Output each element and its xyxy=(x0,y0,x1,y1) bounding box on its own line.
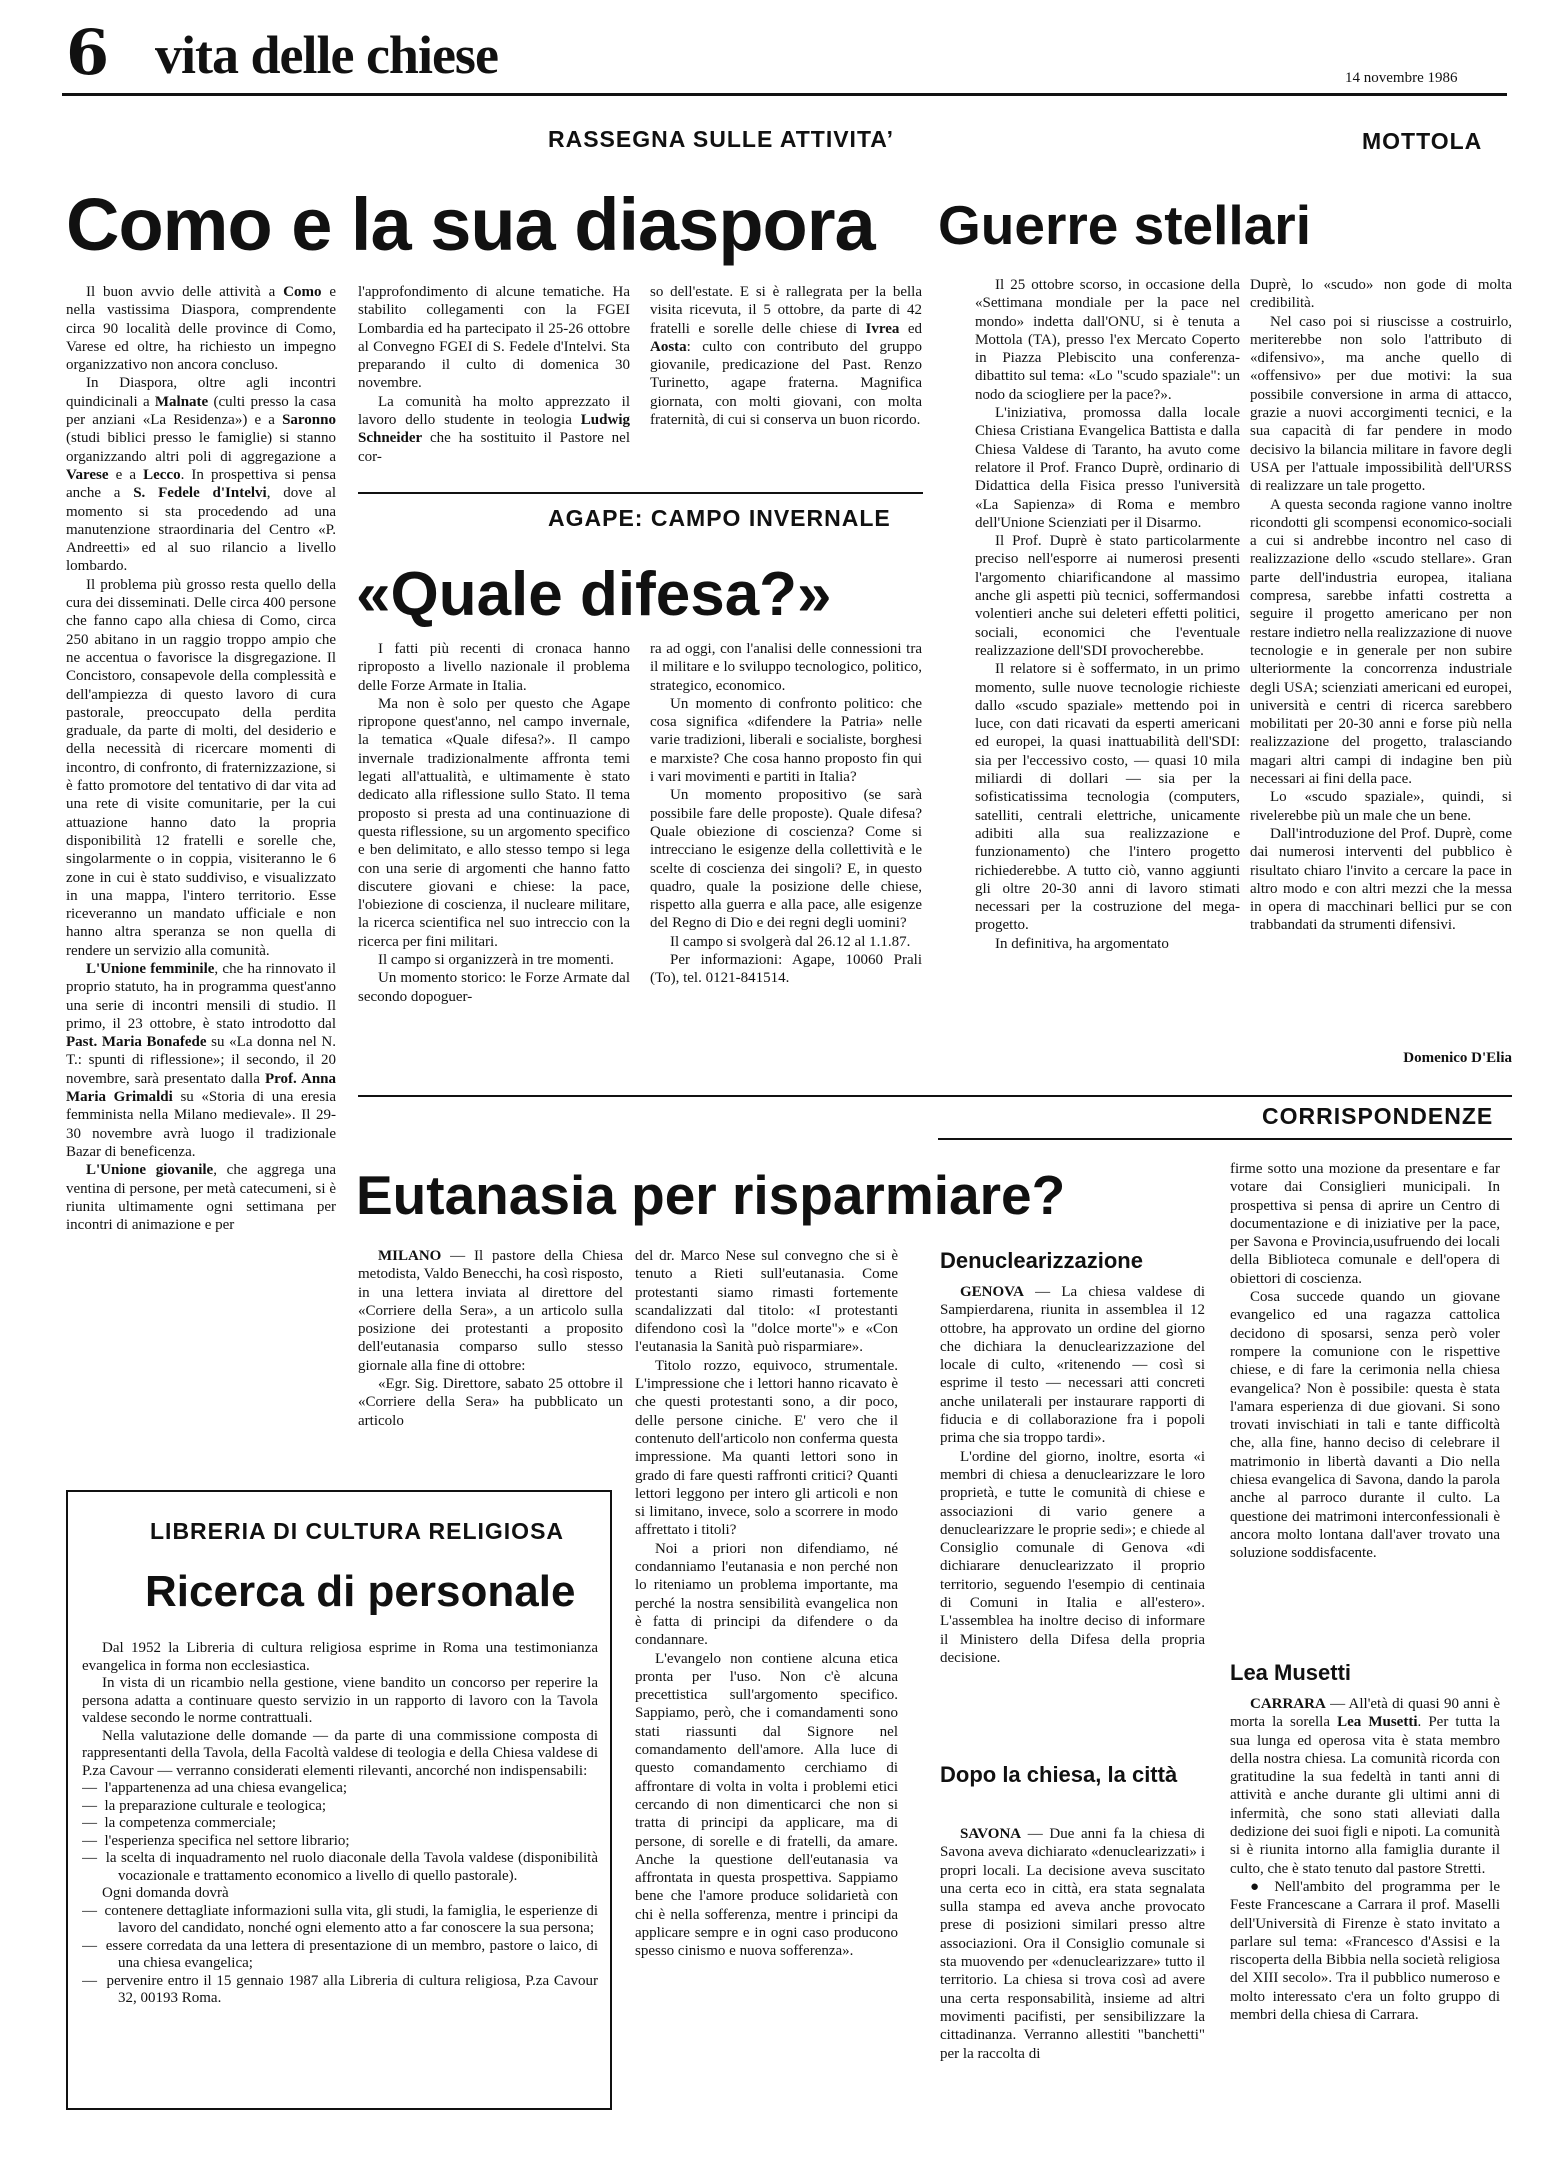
masthead-rule xyxy=(62,93,1507,96)
como-column-1: Il buon avvio delle attività a Como e nella vastissima Diaspora, comprendente circa 90 località delle province di Como, Varese ed oltre, ha richiesto un impegno organizzativo non ancora concluso. In Diaspora, oltre agli incontri quindicinali a Malnate (culti presso la casa per anziani «La Residenza») e a Saronno (studi biblici presso le famiglie) si stanno organizzando altri poli di aggregazione a Varese e a Lecco. In prospettiva si pensa anche a S. Fedele d'Intelvi, dove al momento si sta procedendo ad una manutenzione straordinaria del Centro «P. Andreetti» ed al suo rilancio a livello lombardo. Il problema più grosso resta quello della cura dei disseminati. Delle circa 400 persone che fanno capo alla chiesa di Como, circa 250 abitano in un raggio troppo ampio che ne accentua o favorisce la disgregazione. Il Concistoro, consapevole della complessità e dell'ampiezza di questo lavoro di cura pastorale, preoccupato della perdita graduale, da parte di molti, del desiderio e della necessità di ricercare momenti di incontro, di confronto, di fraternizzazione, si è fatto promotore del tentativo di dar vita ad una rete di visite comunitarie, per la cui attuazione hanno dato la propria disponibilità 12 fratelli e sorelle che, singolarmente o in coppia, visiteranno le 6 zone in cui è stato suddiviso, e visualizzato in una mappa, l'intero territorio. Esse riceveranno un mandato ufficiale e non hanno altra speranza se non quella di rendere un servizio alla comunità. L'Unione femminile, che ha rinnovato il proprio statuto, ha in programma quest'anno una serie di incontri mensili di studio. Il primo, il 23 ottobre, è stato introdotto dal Past. Maria Bonafede su «La donna nel N. T.: spunti di riflessione»; il secondo, il 20 novembre, sarà presentato dalla Prof. Anna Maria Grimaldi su «Storia di una eresia femminista nella Milano medievale». Il 29-30 novembre avrà luogo il tradizionale Bazar di beneficenza. L'Unione giovanile, che aggrega una ventina di persone, per metà catecumeni, si è riunita ultimamente ogni settimana per incontri di animazione e per xyxy=(66,284,336,1234)
lea-musetti-body: CARRARA — All'età di quasi 90 anni è morta la sorella Lea Musetti. Per tutta la sua lunga ed operosa vita è stata membro della nostra chiesa. La comunità ricorda con gratitudine la sua fedeltà in tanti anni di attività e anche durante gli ultimi anni di infermità, che sono stati alleviati dalla dedizione dei suoi figli e nipoti. La comunità si è riunita intorno alla famiglia durante il culto, che è stato tenuto dal pastore Stretti. ● Nell'ambito del programma per le Feste Francescane a Carrara il prof. Maselli dell'Università di Firenze è stato invitato a parlare sul tema: «Francesco d'Assisi e la riscoperta della Bibbia nella società religiosa del XIII secolo». Tra il pubblico numeroso e molto interessato c'era un folto gruppo di membri della chiesa di Carrara. xyxy=(1230,1696,1500,2024)
issue-date: 14 novembre 1986 xyxy=(1345,70,1458,86)
mottola-kicker: MOTTOLA xyxy=(1362,128,1483,154)
corrispondenze-kicker: CORRISPONDENZE xyxy=(1262,1103,1494,1129)
section-title: vita delle chiese xyxy=(155,25,498,85)
como-column-3: so dell'estate. E si è rallegrata per la bella visita ricevuta, il 5 ottobre, da parte di 42 fratelli e sorelle delle chiese di Ivrea ed Aosta: culto con contributo del gruppo giovanile, predicazione del Past. Renzo Turinetto, agape fraterna. Magnifica giornata, con molti giovani, con molta fraternità, di cui si conserva un buon ricordo. xyxy=(650,284,922,429)
como-headline: Como e la sua diaspora xyxy=(66,183,875,266)
agape-headline: «Quale difesa?» xyxy=(356,560,832,629)
mottola-byline: Domenico D'Elia xyxy=(1403,1050,1512,1066)
agape-column-1: I fatti più recenti di cronaca hanno riproposto a livello nazionale il problema delle Forze Armate in Italia. Ma non è solo per questo che Agape ripropone quest'anno, nel campo invernale, la tematica «Quale difesa?». Il campo invernale tradizionalmente affronta temi legati all'attualità, e ultimamente è stato dedicato alla riflessione sullo Stato. Il tema proposto si presta ad una continuazione di questa riflessione, su un argomento specifico e ben delimitato, e allo stesso tempo si lega con una serie di argomenti che hanno fatto discutere giovani e chiese: la pace, l'obiezione di coscienza, il nucleare militare, la ricerca scientifica nel suo intreccio con la ricerca per fini militari. Il campo si organizzerà in tre momenti. Un momento storico: le Forze Armate dal secondo dopoguer- xyxy=(358,641,630,1005)
como-kicker: RASSEGNA SULLE ATTIVITA’ xyxy=(548,126,895,152)
eutanasia-column-1: MILANO — Il pastore della Chiesa metodista, Valdo Benecchi, ha così risposto, in una lettera inviata al direttore del «Corriere della Sera», a un articolo sulla posizione dei protestanti a proposito dell'eutanasia comparso sullo stesso giornale alla fine di ottobre: «Egr. Sig. Direttore, sabato 25 ottobre il «Corriere della Sera» ha pubblicato un articolo xyxy=(358,1248,623,1429)
corrispondenze-column-3: firme sotto una mozione da presentare e far votare dai Consiglieri municipali. In prospettiva si pensa di aprire un Centro di documentazione e di iniziative per la pace, per Savona e Provincia,usufruendo dei locali della Biblioteca comunale e dell'opera di obiettori di coscienza. Cosa succede quando un giovane evangelico ed una ragazza cattolica decidono di sposarsi, senza però voler rompere la comunione con le rispettive chiese, e di fare la cerimonia nella chiesa evangelica? Non è possibile: questa è stata l'amara esperienza di due giovani. Si sono trovati invischiati in tali e tante difficoltà che, alla fine, hanno deciso di celebrare il matrimonio in libertà davanti a Dio nella chiesa evangelica di Savona, dando la parola anche al parroco durante il culto. La questione dei matrimoni interconfessionali è ancora molto lontana dall'aver trovato una soluzione soddisfacente. xyxy=(1230,1161,1500,1562)
mottola-column-1: Il 25 ottobre scorso, in occasione della «Settimana mondiale per la pace nel mondo» indetta dall'ONU, si è tenuta a Mottola (TA), presso l'ex Mercato Coperto in Piazza Plebiscito una conferenza-dibattito sul tema: «Lo "scudo spaziale": un nodo da sciogliere per la pace?». L'iniziativa, promossa dalla locale Chiesa Cristiana Evangelica Battista e dalla Chiesa Valdese di Taranto, ha avuto come relatore il Prof. Franco Duprè, ordinario di Didattica della Fisica presso l'università «La Sapienza» di Roma e membro dell'Unione Scienziati per il Disarmo. Il Prof. Duprè è stato particolarmente preciso nell'esporre ai numerosi presenti l'argomento chiarificandone al massimo anche gli aspetti più tecnici, soffermandosi volentieri anche sui deleteri effetti politici, sociali, economici che l'eventuale realizzazione dell'SDI provocherebbe. Il relatore si è soffermato, in un primo momento, sulle nuove tecnologie richieste dallo «scudo spaziale» mettendo poi in luce, con dati ricavati da esperti americani ed europei, la quasi inattuabilità dell'SDI: sia per l'eccessivo costo, — quasi 10 mila miliardi di dollari — sia per la sofisticatissima tecnologia (computers, satelliti, centrali elettriche, unicamente adibiti alla sua realizzazione e funzionamento) che l'intero progetto richiederebbe. A tutto ciò, vanno aggiunti gli oltre 20-30 anni di lavoro stimati necessari per la costruzione del mega-progetto. In definitiva, ha argomentato xyxy=(975,277,1240,952)
eutanasia-headline: Eutanasia per risparmiare? xyxy=(356,1164,1066,1226)
lower-section-rule xyxy=(358,1095,1512,1097)
agape-kicker: AGAPE: CAMPO INVERNALE xyxy=(548,505,891,531)
dopo-la-chiesa-title: Dopo la chiesa, la città xyxy=(940,1762,1178,1787)
denuclearizzazione-title: Denuclearizzazione xyxy=(940,1248,1143,1273)
eutanasia-column-2: del dr. Marco Nese sul convegno che si è tenuto a Rieti sull'eutanasia. Come protestanti siamo rimasti fortemente scandalizzati dal titolo: «I protestanti difendono così la "dolce morte"» e «Con l'eutanasia la Sanità può risparmiare». Titolo rozzo, equivoco, strumentale. L'impressione che i lettori hanno ricavato è che questi protestanti sono, a dir poco, delle persone ciniche. E' vero che il contenuto dell'articolo non conferma questa impressione. Ma quanti lettori sono in grado di fare questi raffronti critici? Quanti lettori leggono per intero gli articoli e non si limitano, invece, solo a scorrere in modo affrettato i titoli? Noi a priori non difendiamo, né condanniamo l'eutanasia e non perché non lo riteniamo un problema importante, ma perché la nostra sensibilità evangelica non è fatta di principi da difendere o da condannare. L'evangelo non contiene alcuna etica pronta per l'uso. Non c'è alcuna precettistica sull'argomento specifico. Sappiamo, però, che i comandamenti sono stati riassunti dal Signore nel comandamento dell'amore. Alla luce di questo comandamento cerchiamo di affrontare di volta in volta i problemi etici cercando di non dimenticarci che non si tratta di principi da applicare, ma di persone, di sorelle e di fratelli, da amare. Anche la questione dell'eutanasia va affrontata in questa prospettiva. Sappiamo bene che l'amore produce solidarietà con chi è nella sofferenza, mentre i principi da applicare sempre e in ogni caso producono spesso cinismo e nuova sofferenza». xyxy=(635,1248,898,1960)
agape-column-2: ra ad oggi, con l'analisi delle connessioni tra il militare e lo sviluppo tecnologico, politico, strategico, economico. Un momento di confronto politico: che cosa significa «difendere la Patria» nelle varie tradizioni, liberali e socialiste, borghesi e marxiste? Che cosa hanno proposto fin qui i vari movimenti e partiti in Italia? Un momento propositivo (se sarà possibile fare delle proposte). Quale difesa? Quale obiezione di coscienza? Come si intrecciano le esigenze della collettività e le scelte di coscienza dei singoli? E, in questo quadro, quale la posizione delle chiese, rispetto alla guerra e alla pace, alle esigenze del Regno di Dio e dei regni degli uomini? Il campo si svolgerà dal 26.12 al 1.1.87. Per informazioni: Agape, 10060 Prali (To), tel. 0121-841514. xyxy=(650,641,922,987)
mottola-column-2: Duprè, lo «scudo» non gode di molta credibilità. Nel caso poi si riuscisse a costruirlo, meriterebbe non solo l'attributo di «difensivo», ma anche quello di «offensivo» per due motivi: la sua possibile conversione in arma di attacco, grazie a nuovi accorgimenti tecnici, e la sua capacità di far pendere in modo decisivo la bilancia militare in favore degli USA per l'attuale impossibilità dell'URSS di realizzare un tale progetto. A questa seconda ragione vanno inoltre ricondotti gli scompensi economico-sociali a cui si andrebbe incontro nel caso di realizzazione dello «scudo stellare». Gran parte dell'industria europea, italiana compresa, sarebbe infatti costretta a seguire il progetto americano per non restare indietro nella realizzazione di nuove tecnologie e in generale per non subire ulteriormente la concorrenza industriale degli USA; scienziati americani ed europei, università e centri di ricerca sarebbero mobilitati per 20-30 anni e forse più nella realizzazione del progetto, tralasciando magari altri campi di indagine ben più necessari ai fini della pace. Lo «scudo spaziale», quindi, si rivelerebbe più un male che un bene. Dall'introduzione del Prof. Duprè, come dai numerosi interventi del pubblico è risultato chiaro l'invito a cercare la pace in altro modo e con altri mezzi che la messa in opera di macchinari bellici pur se con trabbandati da strumenti difensivi. xyxy=(1250,277,1512,934)
agape-top-rule xyxy=(358,492,923,494)
corrispondenze-rule xyxy=(938,1138,1512,1140)
denuclearizzazione-body: GENOVA — La chiesa valdese di Sampierdarena, riunita in assemblea il 12 ottobre, ha approvato un ordine del giorno che dichiara la denuclearizzazione del locale di culto, «ritenendo — così si esprime il testo — necessari atti concreti anche unilaterali per instaurare rapporti di fiducia e di collaborazione fra i popoli prima che sia troppo tardi». L'ordine del giorno, inoltre, esorta «i membri di chiesa a denuclearizzare le loro proprietà, e tutte le comunità di chiese e associazioni di vario genere a denuclearizzare le proprie sedi»; e chiede al Consiglio comunale di Genova «di dichiarare denuclearizzato il proprio territorio, seguendo l'esempio di centinaia di Comuni in Italia e all'estero». L'assemblea ha inoltre deciso di informare il Ministero della Difesa della propria decisione. xyxy=(940,1284,1205,1666)
page-number: 6 xyxy=(66,16,110,89)
mottola-headline: Guerre stellari xyxy=(938,194,1311,256)
libreria-body: Dal 1952 la Libreria di cultura religiosa esprime in Roma una testimonianza evangelica in forma non ecclesiastica. In vista di un ricambio nella gestione, viene bandito un concorso per reperire la persona adatta a continuare questo servizio in un rapporto di lavoro con la Tavola valdese secondo le norme contrattuali. Nella valutazione delle domande — da parte di una commissione composta di rappresentanti della Tavola, della Facoltà valdese di teologia e della Chiesa valdese di P.za Cavour — verranno considerati elementi rilevanti, ancorché non indispensabili: — l'appartenenza ad una chiesa evangelica; — la preparazione culturale e teologica; — la competenza commerciale; — l'esperienza specifica nel settore librario; — la scelta di inquadramento nel ruolo diaconale della Tavola valdese (disponibilità vocazionale e trattamento economico a livello di quello pastorale). Ogni domanda dovrà — contenere dettagliate informazioni sulla vita, gli studi, la famiglia, le esperienze di lavoro del candidato, nonché ogni elemento atto a far conoscere la sua persona; — essere corredata da una lettera di presentazione di un membro, pastore o laico, di una chiesa evangelica; — pervenire entro il 15 gennaio 1987 alla Libreria di cultura religiosa, P.za Cavour 32, 00193 Roma. xyxy=(82,1640,598,2006)
libreria-kicker: LIBRERIA DI CULTURA RELIGIOSA xyxy=(150,1518,565,1544)
dopo-la-chiesa-body: SAVONA — Due anni fa la chiesa di Savona aveva dichiarato «denuclearizzati» i propri locali. La decisione aveva suscitato una certa eco in città, era stata segnalata sulla stampa ed aveva anche provocato prese di posizioni similari presso altre associazioni. Ora il Consiglio comunale si sta muovendo per «denuclearizzare» tutto il territorio. La chiesa si trova così ad avere una certa responsabilità, insieme ad altri movimenti pacifisti, per sensibilizzare la cittadinanza. Verranno allestiti "banchetti" per la raccolta di xyxy=(940,1826,1205,2062)
libreria-headline: Ricerca di personale xyxy=(145,1567,576,1616)
lea-musetti-title: Lea Musetti xyxy=(1230,1660,1352,1685)
como-column-2: l'approfondimento di alcune tematiche. Ha stabilito collegamenti con la FGEI Lombardia ed ha partecipato il 25-26 ottobre al Convegno FGEI di S. Fedele d'Intelvi. Sta preparando il culto di domenica 30 novembre. La comunità ha molto apprezzato il lavoro dello studente in teologia Ludwig Schneider che ha sostituito il Pastore nel cor- xyxy=(358,284,630,463)
